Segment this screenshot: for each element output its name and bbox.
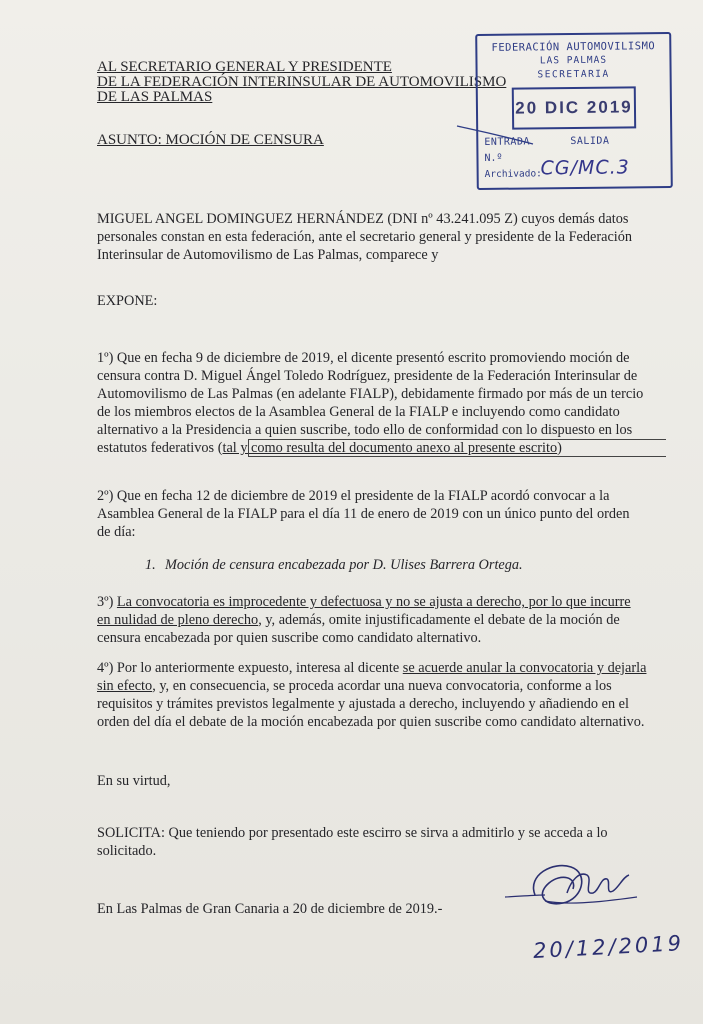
point-3-line	[97, 611, 663, 629]
intro-line: personales constan en esta federación, ante el secretario general y presidente de la Federación	[97, 229, 633, 245]
text-span: )	[557, 440, 562, 456]
handwritten-signature	[505, 855, 645, 915]
underlined-text: en nulidad de pleno derecho	[97, 612, 259, 628]
stamp-number-label: N.º	[484, 152, 503, 164]
agenda-item-number: 1.	[145, 557, 156, 573]
expone-heading: EXPONE:	[97, 293, 158, 309]
point-1-line: alternativo a la Presidencia a quien suscribe, todo ello de conformidad con lo dispuesto en los	[97, 422, 633, 438]
point-3	[97, 593, 663, 647]
text-span: 3º)	[97, 594, 117, 610]
underlined-text: sin efecto	[97, 678, 153, 694]
stamp-federation: FEDERACIÓN AUTOMOVILISMO	[491, 40, 656, 54]
point-2-line: de día:	[97, 524, 136, 540]
stamp-secretaria: SECRETARIA	[537, 68, 610, 81]
handwritten-date: 20/12/2019	[532, 931, 685, 963]
stamp-archived-value: CG/MC.3	[540, 156, 630, 180]
intro-paragraph	[97, 210, 663, 264]
point-1-line: de los miembros electos de la Asamblea General de la FIALP e incluyendo como candidato	[97, 404, 620, 420]
point-4-line: requisitos y trámites previstos legalmente y ajustada a derecho, incluyendo y añadiendo en el	[97, 696, 629, 712]
text-span: estatutos federativos (	[97, 440, 223, 456]
stamp-archived-label: Archivado:	[484, 168, 542, 180]
point-2-line: 2º) Que en fecha 12 de diciembre de 2019 el presidente de la FIALP acordó convocar a la	[97, 488, 610, 504]
point-3-line: censura encabezada por quien suscribe como candidato alternativo.	[97, 630, 482, 646]
underlined-text: se acuerde anular la convocatoria y dejarla	[402, 660, 647, 676]
addressee-line: DE LAS PALMAS	[97, 89, 213, 105]
intro-line: Interinsular de Automovilismo de Las Palmas, comparece y	[97, 247, 439, 263]
text-span: 4º) Por lo anteriormente expuesto, interesa al dicente	[97, 660, 403, 676]
point-1-line: Automovilismo de Las Palmas (en adelante FIALP), debidamente firmado por más de un tercio	[97, 386, 644, 402]
point-4-line	[97, 659, 663, 677]
text-span: , y, en consecuencia, se proceda acordar una nueva convocatoria, conforme a los	[152, 678, 612, 694]
point-2	[97, 487, 663, 541]
annex-bracket-mark	[248, 439, 666, 457]
stamp-city: LAS PALMAS	[539, 54, 608, 67]
subject-line: ASUNTO: MOCIÓN DE CENSURA	[97, 132, 324, 148]
stamp-salida-label: SALIDA	[570, 135, 610, 148]
en-su-virtud: En su virtud,	[97, 773, 171, 789]
agenda-item	[145, 556, 523, 574]
point-3-line	[97, 593, 663, 611]
addressee-line: DE LA FEDERACIÓN INTERINSULAR DE AUTOMOVILISMO	[97, 74, 507, 90]
stamp-pen-stroke	[455, 108, 535, 148]
point-4	[97, 659, 663, 731]
text-span: , y, además, omite injustificadamente el debate de la moción de	[258, 612, 620, 628]
point-4-line	[97, 677, 663, 695]
closing-place-date: En Las Palmas de Gran Canaria a 20 de diciembre de 2019.-	[97, 901, 443, 917]
point-1-line: censura contra D. Miguel Ángel Toledo Rodríguez, presidente de la Federación Interinsular de	[97, 368, 638, 384]
annex-reference: tal y como resulta del documento anexo al presente escrito	[222, 440, 558, 456]
solicita-line: solicitado.	[97, 843, 157, 859]
solicita-line: SOLICITA: Que teniendo por presentado este escirro se sirva a admitirlo y se acceda a lo	[97, 825, 608, 841]
point-4-line: orden del día el debate de la moción encabezada por quien suscribe como candidato alternativo.	[97, 714, 645, 730]
stamp-date: 20 DIC 2019	[512, 86, 636, 129]
underlined-text: La convocatoria es improcedente y defectuosa y no se ajusta a derecho, por lo que incurre	[116, 594, 631, 610]
addressee-block	[97, 60, 506, 105]
intro-line: MIGUEL ANGEL DOMINGUEZ HERNÁNDEZ (DNI nº 43.241.095 Z) cuyos demás datos	[97, 211, 629, 227]
agenda-item-text: Moción de censura encabezada por D. Ulises Barrera Ortega.	[165, 557, 523, 573]
stamp-entrada-label: ENTRADA	[484, 136, 531, 148]
point-2-line: Asamblea General de la FIALP para el día 11 de enero de 2019 con un único punto del orden	[97, 506, 630, 522]
addressee-line: AL SECRETARIO GENERAL Y PRESIDENTE	[97, 59, 392, 75]
point-1-line: 1º) Que en fecha 9 de diciembre de 2019, el dicente presentó escrito promoviendo moción de	[97, 350, 630, 366]
